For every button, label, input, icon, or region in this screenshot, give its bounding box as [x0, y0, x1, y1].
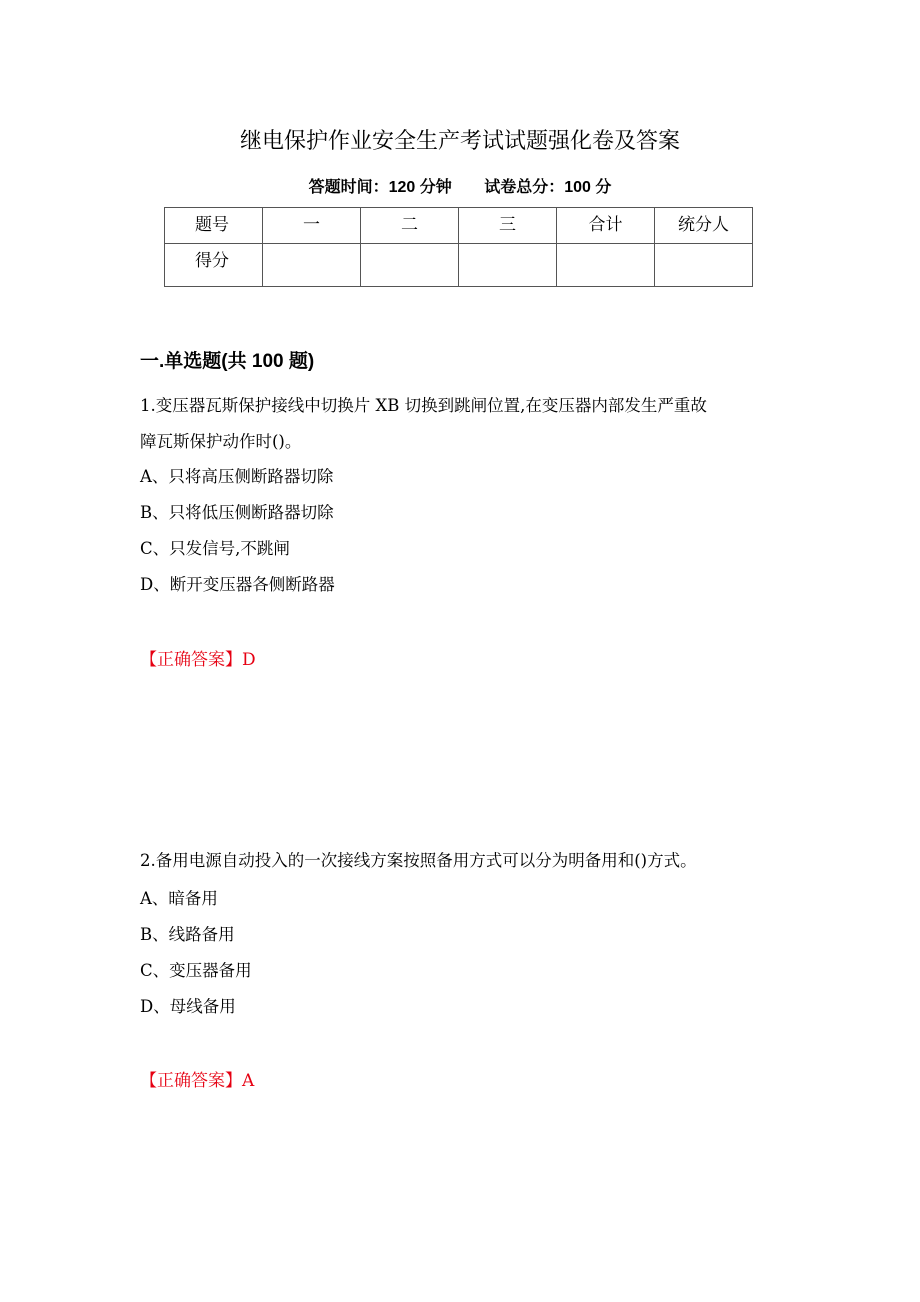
answer: 【正确答案】D	[140, 650, 256, 670]
question-1-text-cont: 障瓦斯保护动作时()。	[140, 432, 302, 451]
option-d: D、母线备用	[140, 997, 236, 1016]
table-header-cell: 一	[263, 208, 361, 244]
answer: 【正确答案】A	[140, 1071, 255, 1091]
exam-time: 答题时间：120 分钟	[308, 179, 452, 196]
document-title: 继电保护作业安全生产考试试题强化卷及答案	[239, 128, 680, 153]
section-heading: 一.单选题(共 100 题)	[140, 351, 315, 372]
question-1-text: 1.变压器瓦斯保护接线中切换片 XB 切换到跳闸位置,在变压器内部发生严重故	[140, 396, 707, 415]
score-cell	[557, 244, 655, 287]
row-label: 得分	[165, 244, 263, 287]
option-b: B、只将低压侧断路器切除	[140, 503, 334, 522]
table-header-row	[165, 208, 753, 244]
option-c: C、只发信号,不跳闸	[140, 539, 290, 558]
question-2-text: 2.备用电源自动投入的一次接线方案按照备用方式可以分为明备用和()方式。	[140, 851, 697, 870]
total-score: 试卷总分：100 分	[484, 179, 612, 196]
option-b: B、线路备用	[140, 925, 235, 944]
exam-info	[0, 174, 920, 197]
option-a: A、暗备用	[140, 889, 218, 908]
score-table	[164, 207, 753, 287]
table-header-cell: 统分人	[655, 208, 753, 244]
score-cell	[655, 244, 753, 287]
score-cell	[361, 244, 459, 287]
score-cell	[459, 244, 557, 287]
option-d: D、断开变压器各侧断路器	[140, 575, 335, 594]
option-a: A、只将高压侧断路器切除	[140, 467, 334, 486]
table-header-cell: 三	[459, 208, 557, 244]
table-header-cell: 合计	[557, 208, 655, 244]
score-cell	[263, 244, 361, 287]
table-row	[165, 244, 753, 287]
table-header-cell: 二	[361, 208, 459, 244]
table-header-cell: 题号	[165, 208, 263, 244]
option-c: C、变压器备用	[140, 961, 252, 980]
